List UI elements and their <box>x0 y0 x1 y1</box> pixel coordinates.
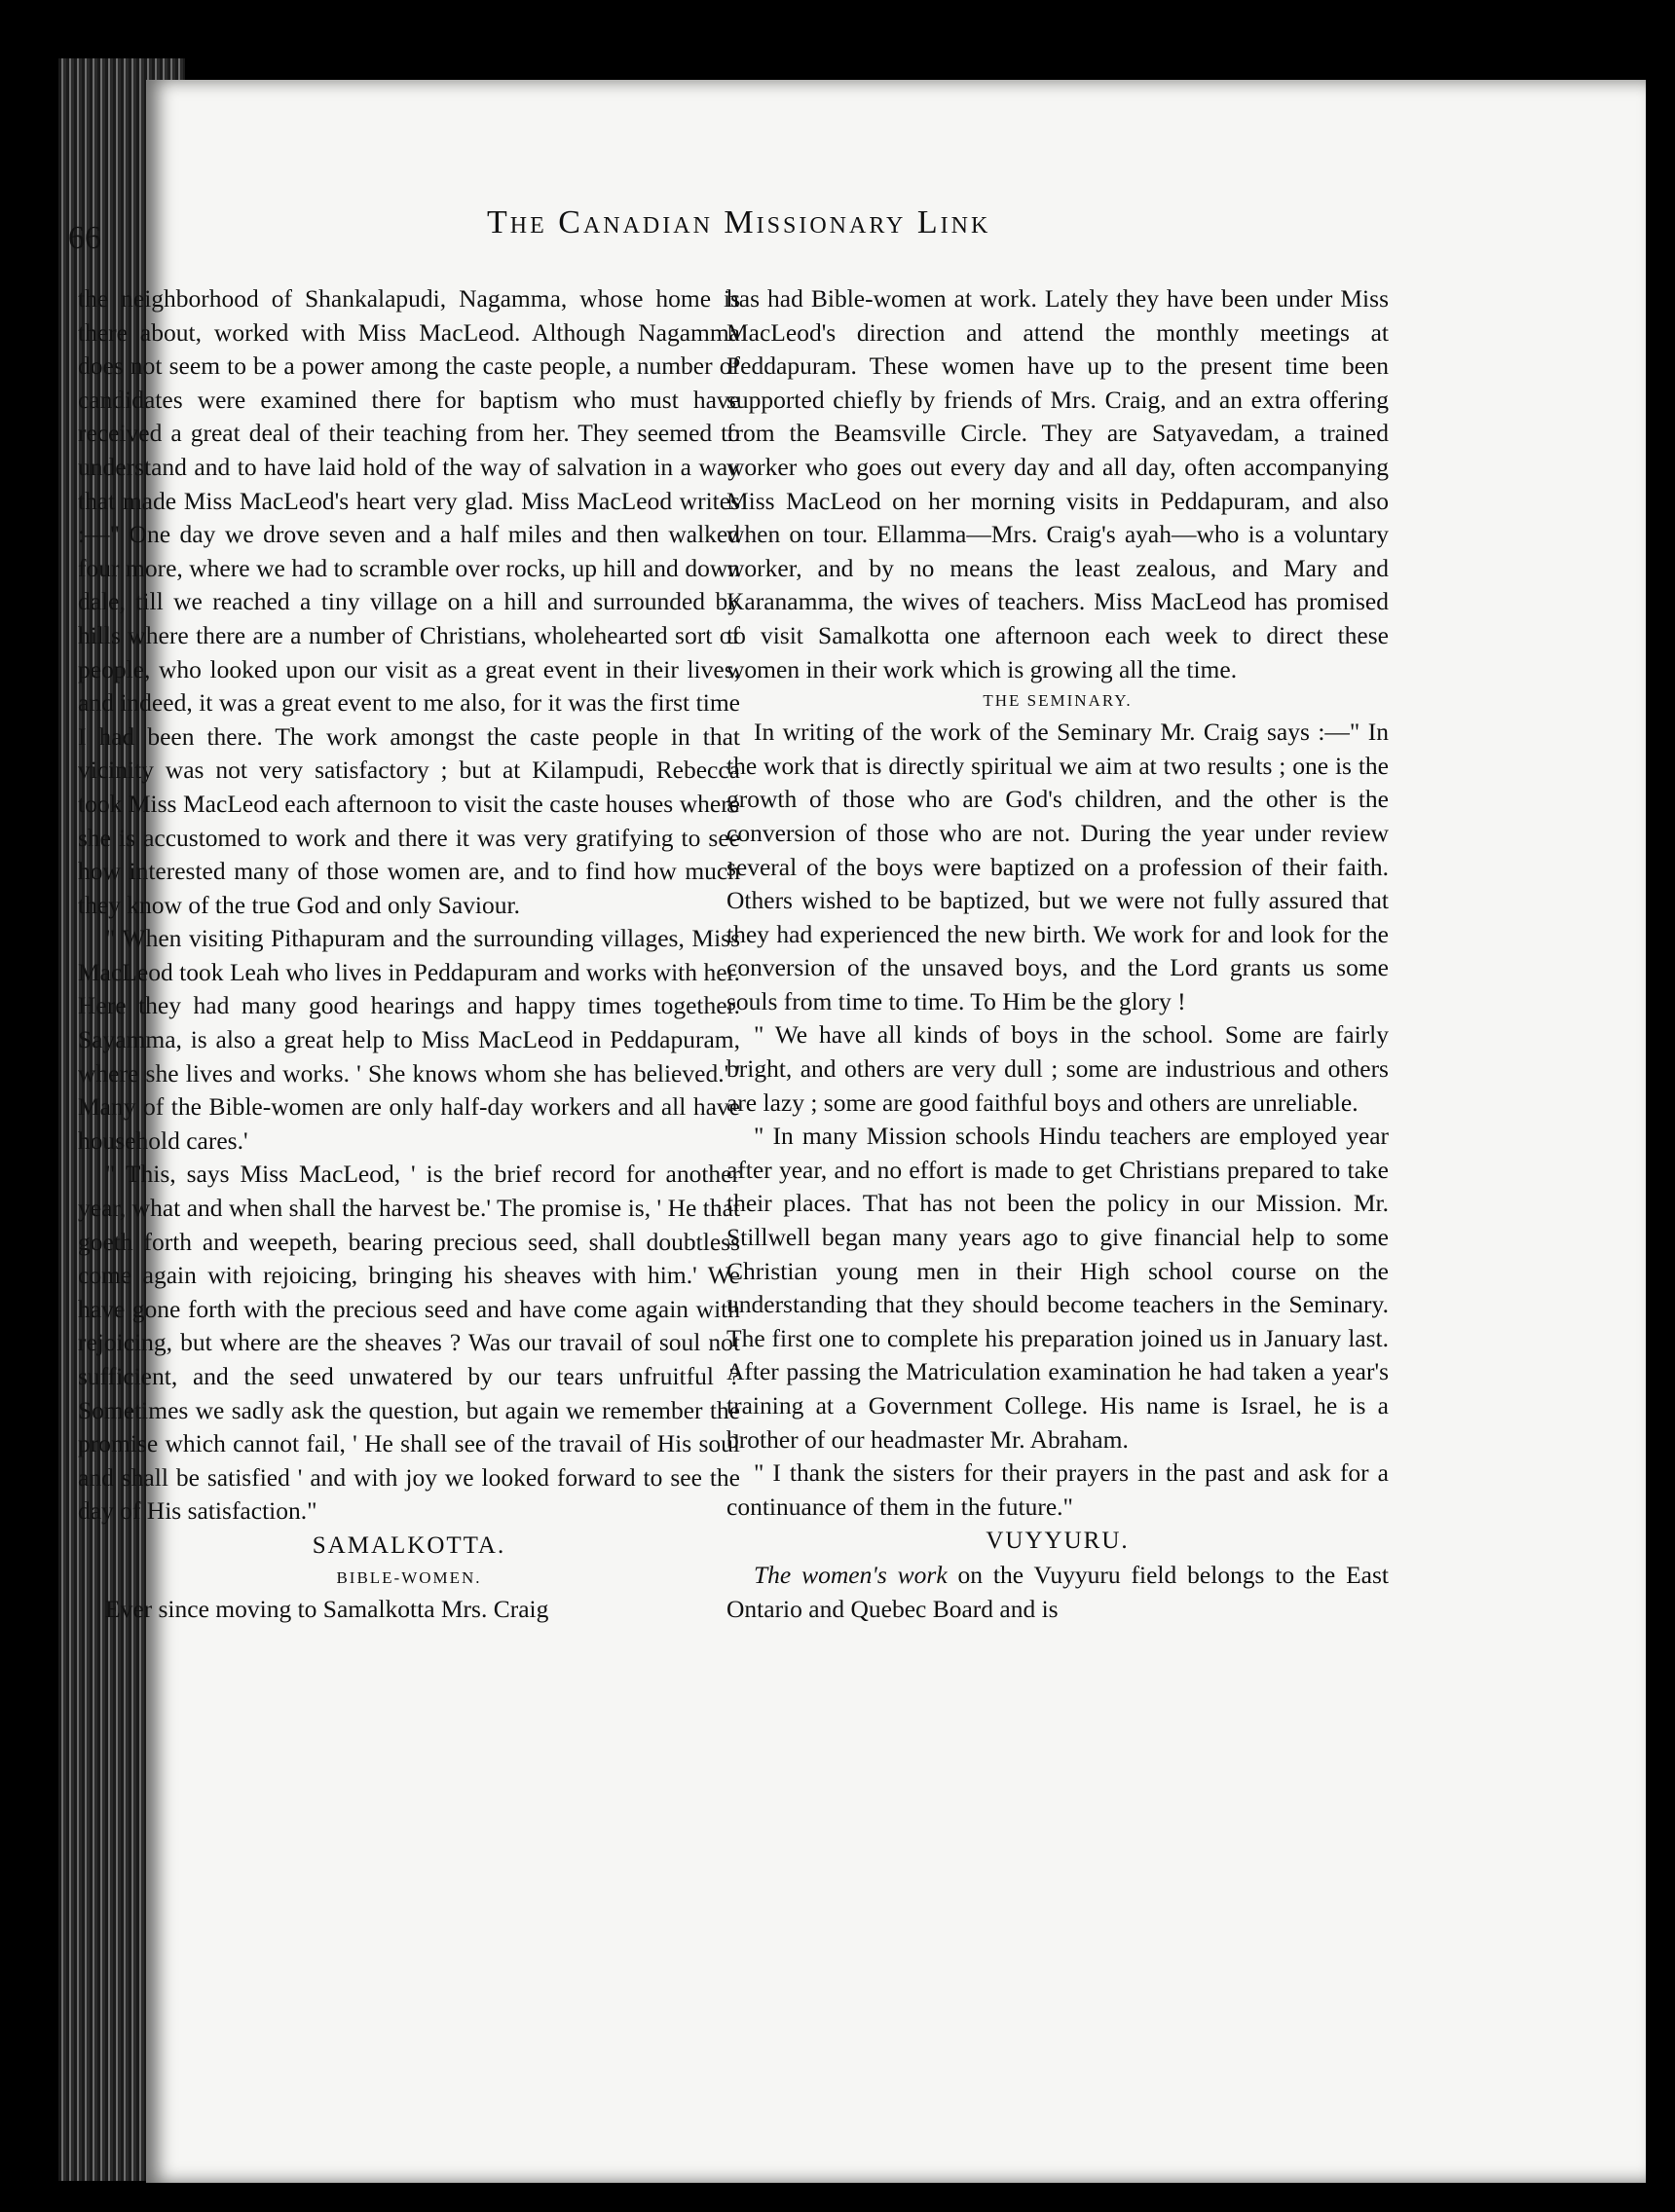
italic-phrase: The women's work <box>754 1561 948 1590</box>
left-column <box>78 282 740 1627</box>
left-paragraph-1: the neighborhood of Shankalapudi, Nagamma, whose home is there about, worked with Miss MacLeod. Although Nagamma does not seem to be a power among the caste people, a number of candidates were examined there for baptism who must have received a great deal of their teaching from her. They seemed to understand and to have laid hold of the way of salvation in a way that made Miss MacLeod's heart very glad. Miss MacLeod writes :—" One day we drove seven and a half miles and then walked four more, where we had to scramble over rocks, up hill and down dale, till we reached a tiny village on a hill and surrounded by hills where there are a number of Christians, wholehearted sort of people, who looked upon our visit as a great event in their lives, and indeed, it was a great event to me also, for it was the first time I had been there. The work amongst the caste people in that vicinity was not very satisfactory ; but at Kilampudi, Rebecca took Miss MacLeod each afternoon to visit the caste houses where she is accustomed to work and there it was very gratifying to see how interested many of those women are, and to find how much they know of the true God and only Saviour. <box>78 284 740 919</box>
right-paragraph-3: " We have all kinds of boys in the school. Some are fairly bright, and others are very dull ; some are industrious and others are lazy ; some are good faithful boys and others are unreliable. <box>726 1020 1389 1117</box>
left-paragraph-3: " This, says Miss MacLeod, ' is the brief record for another year, what and when shall the harvest be.' The promise is, ' He that goeth forth and weepeth, bearing precious seed, shall doubtless come again with rejoicing, bringing his sheaves with him.' We have gone forth with the precious seed and have come again with rejoicing, but where are the sheaves ? Was our travail of soul not sufficient, and the seed unwatered by our tears unfruitful ? Sometimes we sadly ask the question, but again we remember the promise which cannot fail, ' He shall see of the travail of His soul and shall be satisfied ' and with joy we looked forward to see the day of His satisfaction." <box>78 1160 740 1526</box>
left-paragraph-2: " When visiting Pithapuram and the surrounding villages, Miss MacLeod took Leah who lives in Peddapuram and works with her. Here they had many good hearings and happy times together. Sayamma, is also a great help to Miss MacLeod in Peddapuram, where she lives and works. ' She knows whom she has believed.' ' Many of the Bible-women are only half-day workers and all have household cares.' <box>78 924 740 1155</box>
right-paragraph-6-text: on the Vuyyuru field belongs to the East Ontario and Quebec Board and is <box>726 1561 1390 1623</box>
section-heading-samalkotta: SAMALKOTTA. <box>312 1531 506 1559</box>
section-heading-vuyyuru: VUYYURU. <box>986 1528 1130 1555</box>
page-header <box>0 191 1675 256</box>
right-paragraph-2: In writing of the work of the Seminary Mr. Craig says :—" In the work that is directly spiritual we aim at two results ; one is the growth of those who are God's children, and the other is the conversion of those who are not. During the year under review several of the boys were baptized on a profession of their faith. Others wished to be baptized, but we were not fully assured that they had experienced the new birth. We work for and look for the conversion of the unsaved boys, and the Lord grants us some souls from time to time. To Him be the glory ! <box>726 718 1389 1015</box>
running-title: The Canadian Missionary Link <box>487 204 991 240</box>
right-column <box>726 282 1389 1627</box>
subheading-bible-women: BIBLE-WOMEN. <box>336 1567 482 1587</box>
right-paragraph-5: " I thank the sisters for their prayers in the past and ask for a continuance of them in the future." <box>726 1458 1389 1521</box>
section-heading-seminary: THE SEMINARY. <box>983 691 1133 711</box>
right-paragraph-4: " In many Mission schools Hindu teachers are employed year after year, and no effort is made to get Christians prepared to take their places. That has not been the policy in our Mission. Mr. Stillwell began many years ago to give financial help to some Christian young men in their High school course on the understanding that they should become teachers in the Seminary. The first one to complete his preparation joined us in January last. After passing the Matriculation examination he had taken a year's training at a Government College. His name is Israel, he is a brother of our headmaster Mr. Abraham. <box>726 1122 1389 1454</box>
right-paragraph-6 <box>726 1559 1389 1626</box>
right-paragraph-1: has had Bible-women at work. Lately they have been under Miss MacLeod's direction and attend the monthly meetings at Peddapuram. These women have up to the present time been supported chiefly by friends of Mrs. Craig, and an extra offering from the Beamsville Circle. They are Satyavedam, a trained worker who goes out every day and all day, often accompanying Miss MacLeod on her morning visits in Peddapuram, and also when on tour. Ellamma—Mrs. Craig's ayah—who is a voluntary worker, and by no means the least zealous, and Mary and Karanamma, the wives of teachers. Miss MacLeod has promised to visit Samalkotta one afternoon each week to direct these women in their work which is growing all the time. <box>726 284 1389 683</box>
page-number: 66 <box>68 220 101 256</box>
left-paragraph-4: Ever since moving to Samalkotta Mrs. Craig <box>105 1594 549 1623</box>
